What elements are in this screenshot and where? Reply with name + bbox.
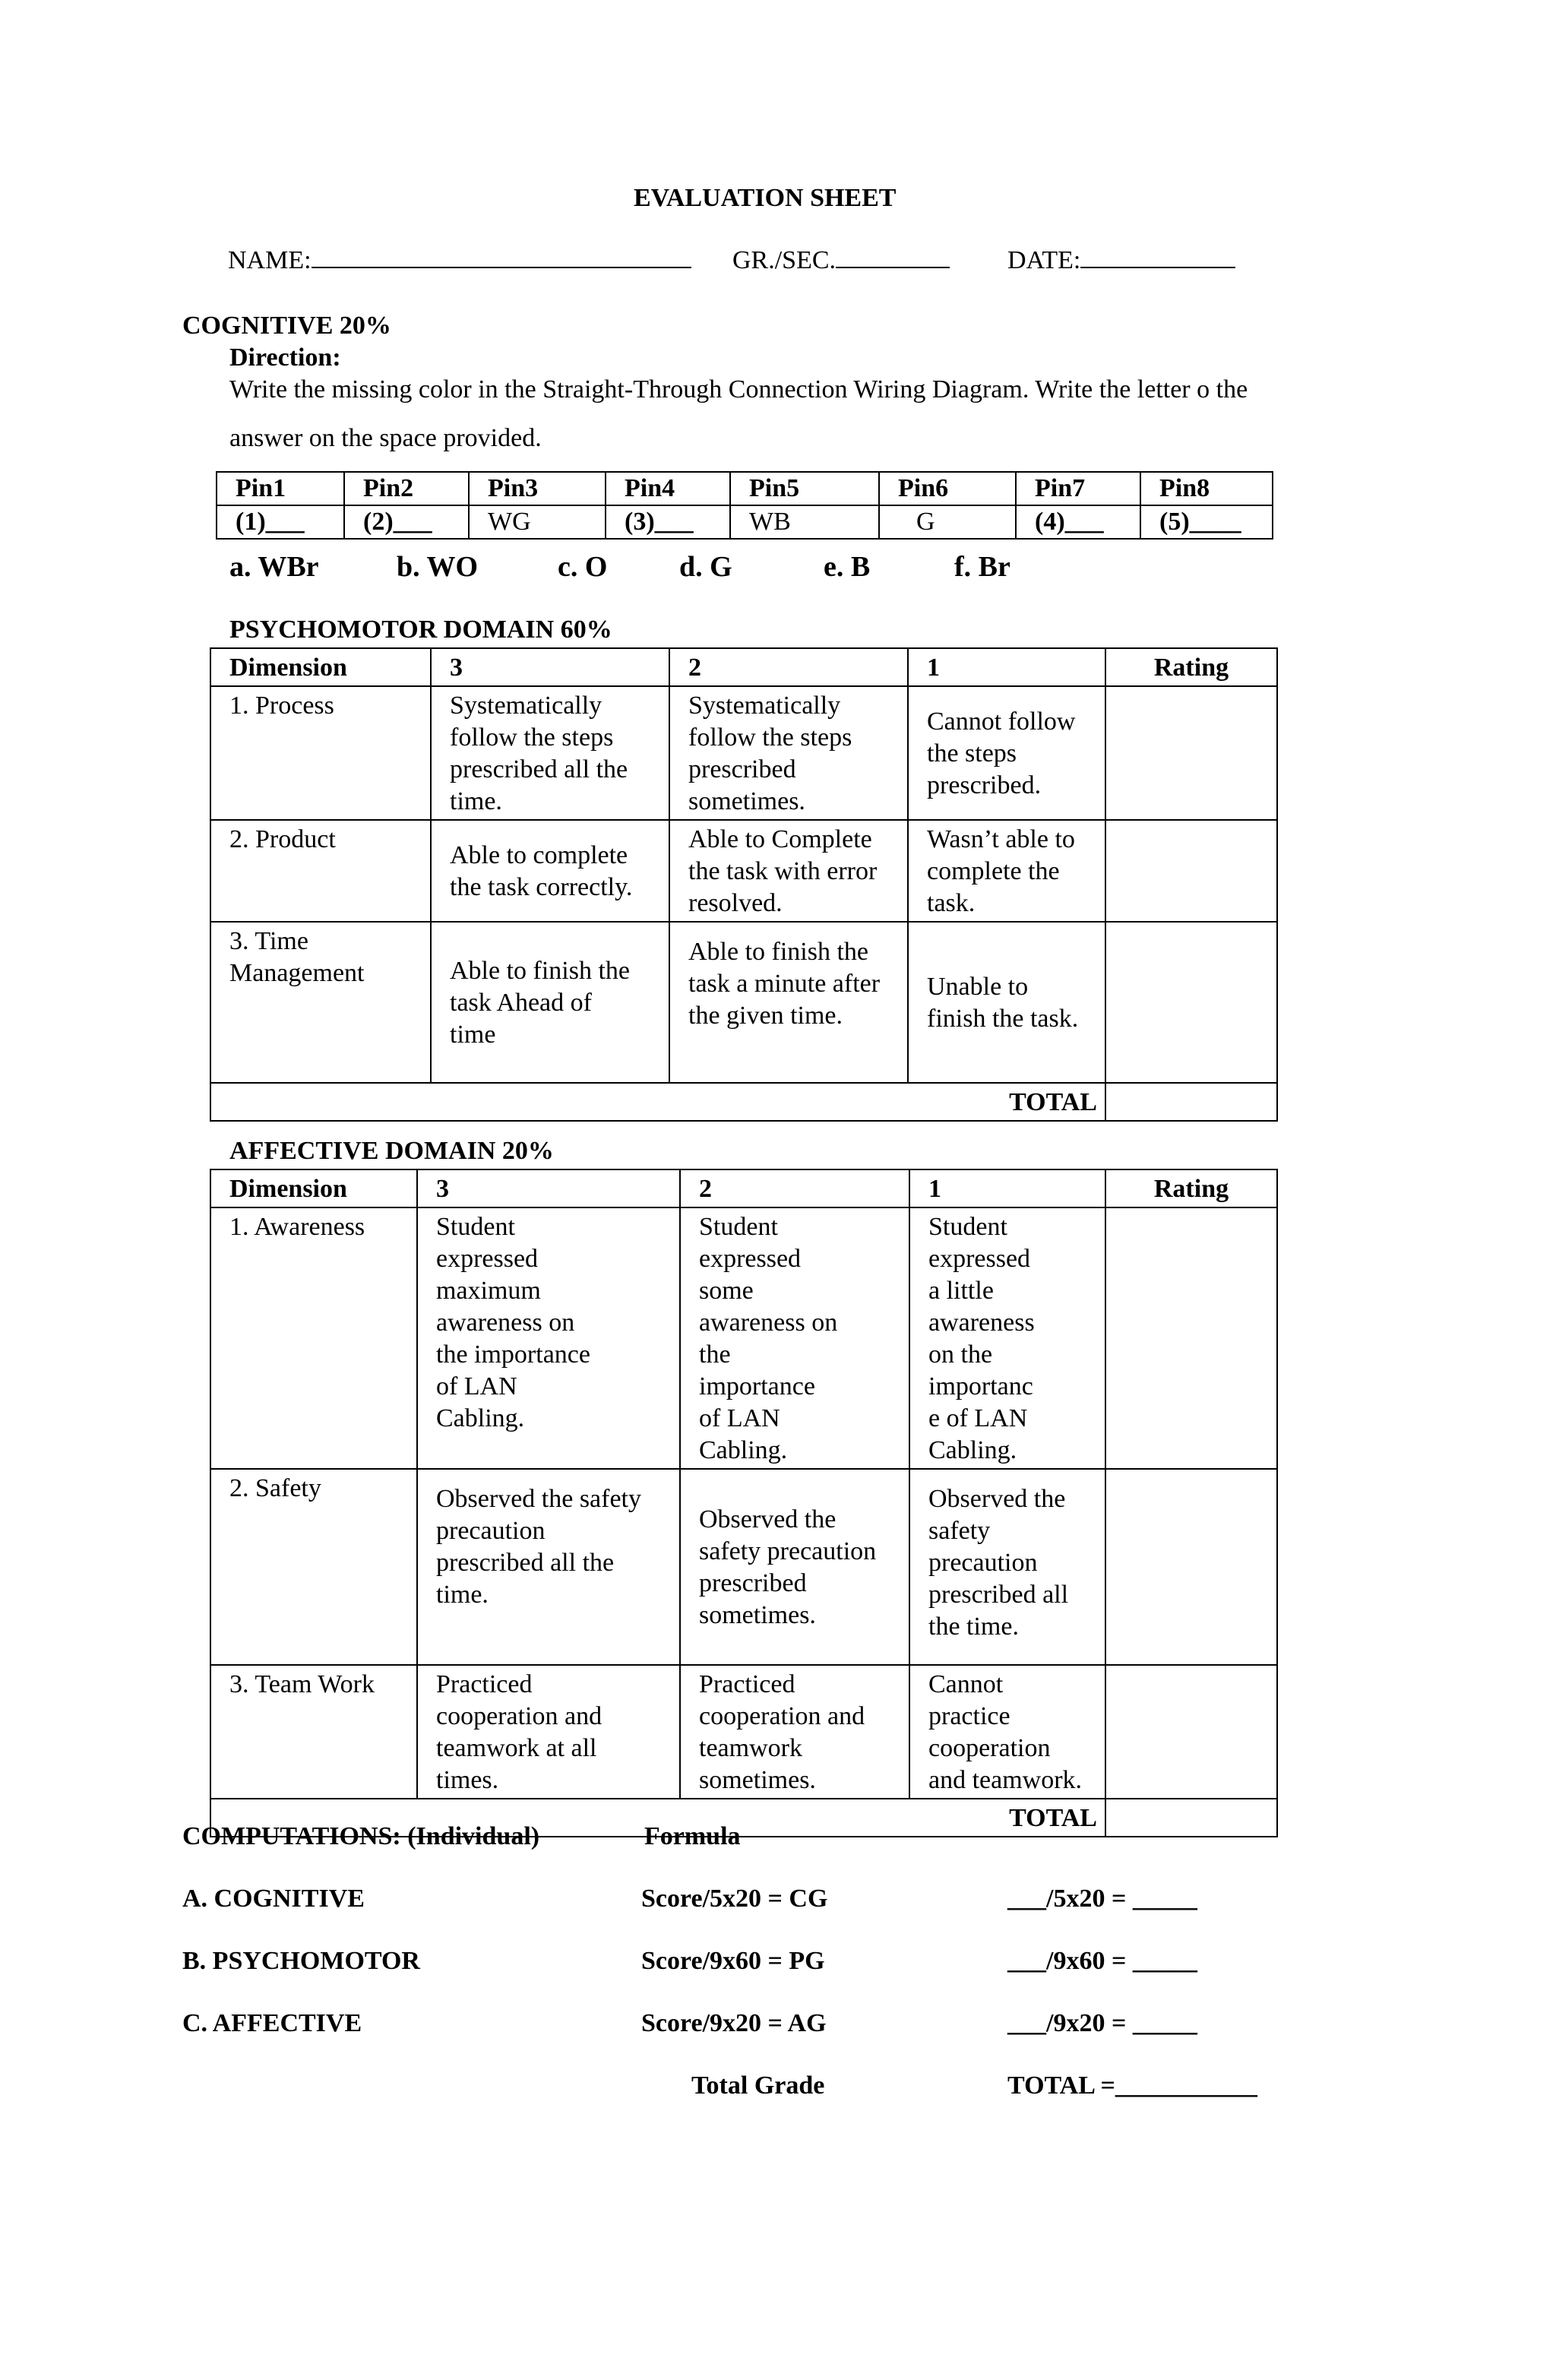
table-row: [210, 1469, 1277, 1665]
pin-header-row: [217, 472, 1273, 505]
affective-table: [210, 1169, 1278, 1837]
affective-heading: AFFECTIVE DOMAIN 20%: [229, 1137, 554, 1165]
header-score-1: 1: [908, 648, 1105, 686]
dimension-cell: 2. Product: [210, 820, 431, 922]
header-score-2: 2: [669, 648, 908, 686]
criteria-cell: Cannot practice cooperation and teamwork.: [909, 1665, 1105, 1799]
pin-answer-blank[interactable]: (3)___: [606, 505, 730, 539]
criteria-cell: Student expressed maximum awareness on the importance of LAN Cabling.: [417, 1207, 680, 1469]
psychomotor-heading: PSYCHOMOTOR DOMAIN 60%: [229, 616, 612, 644]
pin-table: [216, 471, 1273, 540]
dimension-cell: 3. Time Management: [210, 922, 431, 1083]
choice-a: a. WBr: [229, 551, 319, 583]
psychomotor-label: B. PSYCHOMOTOR: [182, 1947, 420, 1975]
pin-answer-given: G: [879, 505, 1016, 539]
affective-label: C. AFFECTIVE: [182, 2009, 362, 2037]
rating-cell[interactable]: [1105, 1665, 1277, 1799]
direction-text-line1: Write the missing color in the Straight-Through Connection Wiring Diagram. Write the letter o the: [229, 375, 1248, 404]
formula-label: Formula: [644, 1822, 741, 1850]
choice-e: e. B: [824, 551, 871, 583]
dimension-cell: 1. Process: [210, 686, 431, 820]
date-field[interactable]: [1007, 246, 1235, 275]
cognitive-heading: COGNITIVE 20%: [182, 312, 391, 340]
table-row: [210, 820, 1277, 922]
date-blank[interactable]: [1080, 266, 1235, 268]
pin-answer-blank[interactable]: (4)___: [1016, 505, 1140, 539]
choice-f: f. Br: [954, 551, 1010, 583]
total-rating-cell[interactable]: [1105, 1083, 1277, 1121]
header-dimension: Dimension: [210, 648, 431, 686]
criteria-cell: Unable to finish the task.: [908, 922, 1105, 1083]
psychomotor-table: [210, 647, 1278, 1122]
cognitive-fill[interactable]: ___/5x20 = _____: [1007, 1885, 1197, 1913]
name-field[interactable]: [228, 246, 691, 275]
criteria-cell: Observed the safety precaution prescribed all the time.: [909, 1469, 1105, 1665]
criteria-cell: Able to finish the task Ahead of time: [431, 922, 669, 1083]
header-score-3: 3: [431, 648, 669, 686]
affective-header-row: [210, 1169, 1277, 1207]
pin-answer-blank[interactable]: (1)___: [217, 505, 344, 539]
cognitive-formula: Score/5x20 = CG: [641, 1885, 828, 1913]
total-row: [210, 1083, 1277, 1121]
header-rating: Rating: [1105, 648, 1277, 686]
pin-header: Pin4: [606, 472, 730, 505]
total-grade-label: Total Grade: [691, 2071, 825, 2100]
header-score-3: 3: [417, 1169, 680, 1207]
table-row: [210, 1207, 1277, 1469]
psychomotor-header-row: [210, 648, 1277, 686]
pin-answer-blank[interactable]: (2)___: [344, 505, 469, 539]
affective-formula: Score/9x20 = AG: [641, 2009, 827, 2037]
criteria-cell: Able to complete the task correctly.: [431, 820, 669, 922]
direction-text-line2: answer on the space provided.: [229, 424, 542, 452]
pin-header: Pin3: [469, 472, 606, 505]
pin-answer-blank[interactable]: (5)____: [1140, 505, 1273, 539]
criteria-cell: Able to finish the task a minute after the given time.: [669, 922, 908, 1083]
criteria-cell: Systematically follow the steps prescribed sometimes.: [669, 686, 908, 820]
date-label: DATE:: [1007, 246, 1081, 274]
total-grade-fill[interactable]: TOTAL =___________: [1007, 2071, 1257, 2100]
pin-header: Pin1: [217, 472, 344, 505]
pin-answer-given: WG: [469, 505, 606, 539]
criteria-cell: Wasn’t able to complete the task.: [908, 820, 1105, 922]
grsec-field[interactable]: [732, 246, 950, 275]
pin-header: Pin6: [879, 472, 1016, 505]
rating-cell[interactable]: [1105, 1469, 1277, 1665]
rating-cell[interactable]: [1105, 922, 1277, 1083]
criteria-cell: Cannot follow the steps prescribed.: [908, 686, 1105, 820]
criteria-cell: Practiced cooperation and teamwork at all times.: [417, 1665, 680, 1799]
pin-answer-given: WB: [730, 505, 879, 539]
choice-c: c. O: [558, 551, 608, 583]
criteria-cell: Systematically follow the steps prescribed all the time.: [431, 686, 669, 820]
rating-cell[interactable]: [1105, 820, 1277, 922]
header-rating: Rating: [1105, 1169, 1277, 1207]
psychomotor-formula: Score/9x60 = PG: [641, 1947, 825, 1975]
choice-d: d. G: [679, 551, 732, 583]
table-row: [210, 686, 1277, 820]
header-score-1: 1: [909, 1169, 1105, 1207]
criteria-cell: Practiced cooperation and teamwork sometimes.: [680, 1665, 909, 1799]
rating-cell[interactable]: [1105, 686, 1277, 820]
psychomotor-fill[interactable]: ___/9x60 = _____: [1007, 1947, 1197, 1975]
name-blank[interactable]: [312, 266, 691, 268]
computations-heading: COMPUTATIONS: (Individual): [182, 1822, 540, 1850]
total-label: TOTAL: [210, 1083, 1105, 1121]
cognitive-label: A. COGNITIVE: [182, 1885, 365, 1913]
pin-header: Pin8: [1140, 472, 1273, 505]
header-dimension: Dimension: [210, 1169, 417, 1207]
affective-fill[interactable]: ___/9x20 = _____: [1007, 2009, 1197, 2037]
pin-header: Pin7: [1016, 472, 1140, 505]
pin-answer-row: [217, 505, 1273, 539]
criteria-cell: Observed the safety precaution prescribed sometimes.: [680, 1469, 909, 1665]
dimension-cell: 1. Awareness: [210, 1207, 417, 1469]
table-row: [210, 1665, 1277, 1799]
criteria-cell: Observed the safety precaution prescribed all the time.: [417, 1469, 680, 1665]
total-label: TOTAL: [210, 1799, 1105, 1837]
grsec-blank[interactable]: [836, 266, 950, 268]
criteria-cell: Student expressed some awareness on the importance of LAN Cabling.: [680, 1207, 909, 1469]
direction-label: Direction:: [229, 343, 341, 372]
criteria-cell: Student expressed a little awareness on the importanc e of LAN Cabling.: [909, 1207, 1105, 1469]
total-rating-cell[interactable]: [1105, 1799, 1277, 1837]
pin-header: Pin5: [730, 472, 879, 505]
dimension-cell: 2. Safety: [210, 1469, 417, 1665]
pin-header: Pin2: [344, 472, 469, 505]
grsec-label: GR./SEC.: [732, 246, 837, 274]
header-score-2: 2: [680, 1169, 909, 1207]
criteria-cell: Able to Complete the task with error resolved.: [669, 820, 908, 922]
choice-b: b. WO: [397, 551, 479, 583]
name-label: NAME:: [228, 246, 312, 274]
page-title: EVALUATION SHEET: [634, 184, 897, 212]
table-row: [210, 922, 1277, 1083]
rating-cell[interactable]: [1105, 1207, 1277, 1469]
dimension-cell: 3. Team Work: [210, 1665, 417, 1799]
